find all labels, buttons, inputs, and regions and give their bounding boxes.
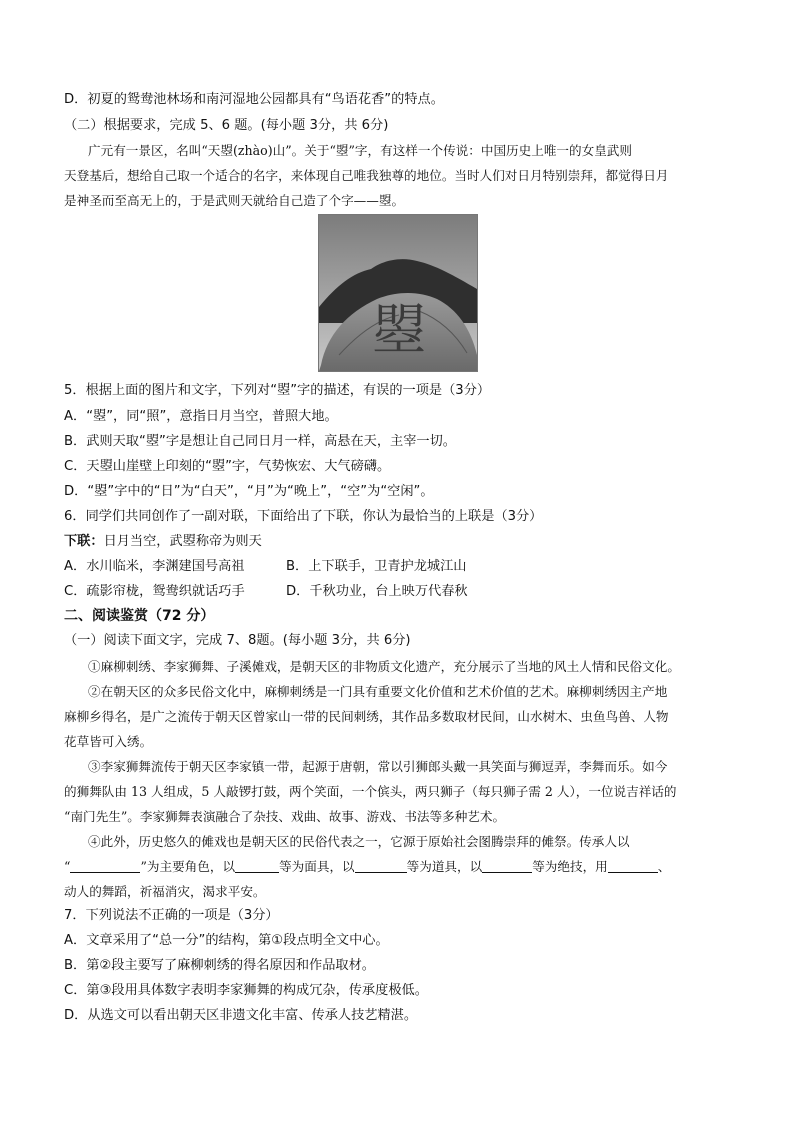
passage-line: 广元有一景区，名叫“天曌(zhào)山”。关于“曌”字，有这样一个传说：中国历史上唯一的女皇武则 (88, 143, 632, 158)
couplet-text: 日月当空，武曌称帝为则天 (103, 534, 262, 549)
q7-stem: 7．下列说法不正确的一项是（3分） (64, 908, 279, 923)
q7-option: A．文章采用了“总一分”的结构，第①段点明全文中心。 (64, 933, 389, 948)
q4-option-d: D．初夏的鸳鸯池林场和南河湿地公园都具有“鸟语花香”的特点。 (64, 92, 444, 107)
reading-p4-fill-line (64, 858, 670, 876)
reading-p3-line: “南门先生”。李家狮舞表演融合了杂技、戏曲、故事、游戏、书法等多种艺术。 (64, 809, 506, 824)
cliff-photo-image (319, 215, 477, 371)
fill-blank (355, 859, 407, 873)
part2-header: （二）根据要求，完成 5、6 题。(每小题 3分，共 6分) (64, 118, 389, 133)
fill-text: 等为道具，以 (406, 859, 483, 874)
reading-p4-line: ④此外，历史悠久的傩戏也是朝天区的民俗代表之一，它源于原始社会图腾崇拜的傩祭。传承人以 (88, 834, 630, 849)
reading-p1: ①麻柳刺绣、李家狮舞、子溪傩戏，是朝天区的非物质文化遗产，充分展示了当地的风土人情和民俗文化。 (88, 659, 680, 674)
passage-line: 天登基后，想给自己取一个适合的名字，来体现自己唯我独尊的地位。当时人们对日月特别崇拜，都觉得日月 (64, 168, 669, 183)
q6-couplet (64, 533, 262, 551)
q6-option: A．水川临米，李渊建国号高祖 (64, 559, 245, 574)
q5-option: B．武则天取“曌”字是想让自己同日月一样，高悬在天，主宰一切。 (64, 434, 456, 449)
q6-option: D．千秋功业，台上映万代春秋 (286, 584, 468, 599)
fill-text: ”为主要角色，以 (140, 859, 236, 874)
fill-text: 等为面具，以 (279, 859, 355, 874)
fill-blank (608, 859, 658, 873)
fill-blank (70, 859, 140, 873)
fill-blank (482, 859, 532, 873)
fill-text: 、 (657, 859, 671, 874)
q5-option: C．天曌山崖壁上印刻的“曌”字，气势恢宏、大气磅礴。 (64, 459, 391, 474)
section2-title: 二、阅读鉴赏（72 分） (64, 608, 215, 624)
part1-header: （一）阅读下面文字，完成 7、8题。(每小题 3分，共 6分) (64, 633, 411, 648)
reading-p3-line: 的狮舞队由 13 人组成，5 人敲锣打鼓，两个笑面，一个傧头，两只狮子（每只狮子需 2 人），一位说吉祥话的 (64, 784, 677, 799)
q5-option: D．“曌”字中的“日”为“白天”，“月”为“晚上”，“空”为“空闲”。 (64, 484, 434, 499)
passage-line: 是神圣而至高无上的，于是武则天就给自己造了个字——曌。 (64, 193, 405, 208)
reading-p2-line: ②在朝天区的众多民俗文化中，麻柳刺绣是一门具有重要文化价值和艺术价值的艺术。麻柳刺绣因主产地 (88, 684, 668, 699)
q6-option: B．上下联手，卫青护龙城江山 (286, 559, 467, 574)
couplet-label: 下联： (64, 534, 104, 549)
q5-option: A．“曌”，同“照”，意指日月当空，普照大地。 (64, 409, 338, 424)
q7-option: D．从选文可以看出朝天区非遗文化丰富、传承人技艺精湛。 (64, 1008, 418, 1023)
photo-glyph: 曌 (372, 299, 426, 362)
q7-option: B．第②段主要写了麻柳刺绣的得名原因和作品取材。 (64, 958, 375, 973)
q5-stem: 5．根据上面的图片和文字，下列对“曌”字的描述，有误的一项是（3分） (64, 383, 491, 398)
cliff-photo (318, 214, 478, 372)
reading-p2-line: 麻柳乡得名，是广之流传于朝天区曾家山一带的民间刺绣，其作品多数取材民间，山水树木、虫鱼鸟兽、人物 (64, 709, 669, 724)
q6-option: C．疏影帘栊，鸳鸯织就话巧手 (64, 584, 245, 599)
fill-blank (235, 859, 279, 873)
fill-text: 等为绝技，用 (532, 859, 608, 874)
reading-p3-line: ③李家狮舞流传于朝天区李家镇一带，起源于唐朝，常以引狮郎头戴一具笑面与狮逗弄，李舞而乐。如今 (88, 759, 668, 774)
q6-stem: 6．同学们共同创作了一副对联，下面给出了下联，你认为最恰当的上联是（3分） (64, 509, 543, 524)
q7-option: C．第③段用具体数字表明李家狮舞的构成冗杂，传承度极低。 (64, 983, 428, 998)
reading-p4-line: 动人的舞蹈，祈福消灾，渴求平安。 (64, 884, 266, 899)
reading-p2-line: 花草皆可入绣。 (64, 734, 153, 749)
fill-text: “ (64, 859, 71, 874)
